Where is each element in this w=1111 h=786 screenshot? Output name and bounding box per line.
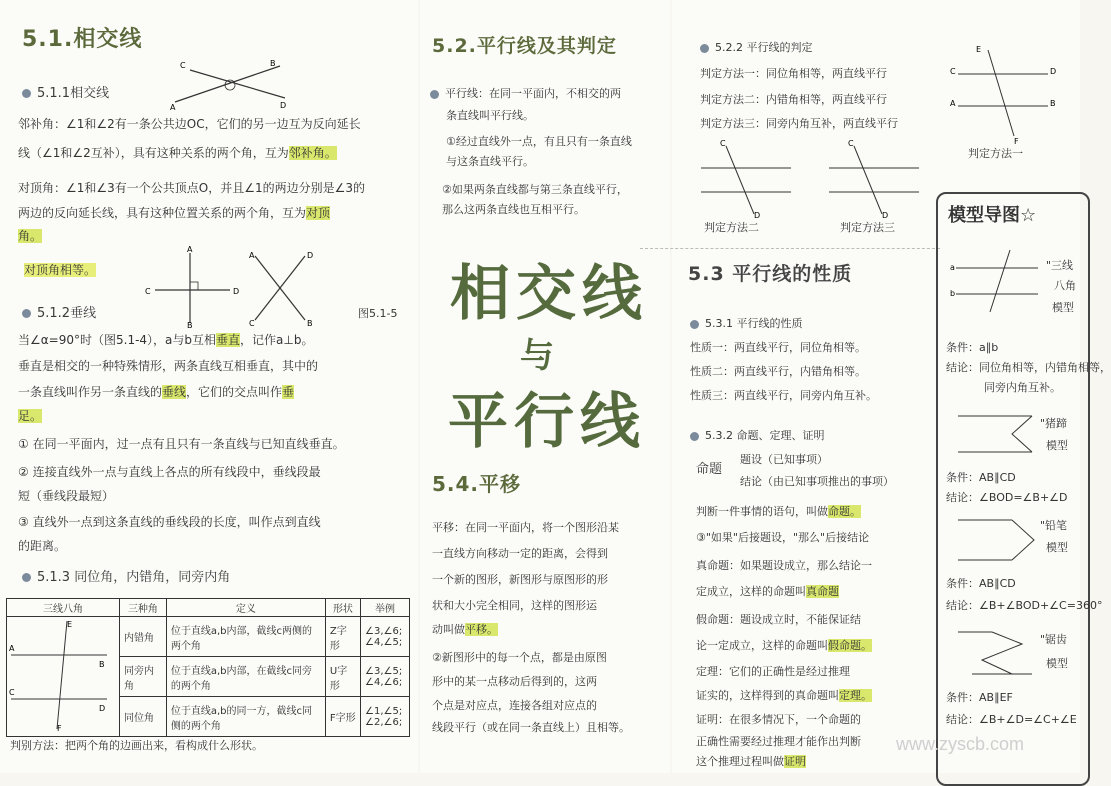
vertical-angles-equal: 对顶角相等。 — [24, 263, 97, 277]
property-1: ① 在同一平面内，过一点有且只有一条直线与已知直线垂直。 — [18, 437, 345, 451]
table-cell: ∠3,∠5; ∠4,∠6; — [361, 657, 410, 697]
cover-title-line-1: 相交线 — [450, 259, 648, 329]
svg-text:C: C — [9, 688, 15, 697]
parallel-corollary-1: ②如果两条直线都与第三条直线平行， — [442, 183, 628, 196]
parallel-axiom-1: ①经过直线外一点，有且只有一条直线 — [446, 135, 632, 148]
svg-text:C: C — [848, 139, 854, 148]
parallel-def-2: 条直线叫平行线。 — [446, 109, 534, 122]
svg-text:A: A — [187, 245, 193, 254]
bullet-icon — [22, 573, 31, 582]
model-4-name-2: 模型 — [1046, 657, 1068, 670]
svg-text:E: E — [67, 620, 73, 629]
translation-prop-4: 线段平行（或在同一条直线上）且相等。 — [432, 721, 630, 734]
watermark: www.zyscb.com — [896, 734, 1025, 754]
dashed-divider — [640, 248, 940, 249]
svg-text:A: A — [950, 99, 956, 108]
vertical-angle-line-3: 角。 — [18, 229, 43, 243]
perpendicular-def-3: 一条直线叫作另一条直线的垂线，它们的交点叫作垂 — [18, 385, 295, 399]
svg-text:B: B — [1050, 99, 1056, 108]
true-prop-2: 定成立，这样的命题叫真命题 — [696, 585, 839, 598]
svg-text:a: a — [950, 263, 955, 272]
table-cell: ∠3,∠6; ∠4,∠5; — [361, 617, 410, 657]
model-1-name-2: 八角 — [1054, 279, 1076, 292]
model-4-result: 结论：∠B+∠D=∠C+∠E — [946, 713, 1077, 726]
pencil-model-figure — [952, 512, 1038, 568]
model-1-condition: 条件：a∥b — [946, 341, 999, 354]
svg-text:D: D — [307, 251, 314, 260]
subsection-5-1-2: 5.1.2垂线 — [22, 306, 96, 322]
criterion-2-figure — [696, 140, 796, 218]
section-5-2-title: 5.2.平行线及其判定 — [432, 35, 617, 57]
parallel-property-1: 性质一：两直线平行，同位角相等。 — [690, 341, 866, 354]
property-2: ② 连接直线外一点与直线上各点的所有线段中，垂线段最 — [18, 465, 321, 479]
translation-def-5: 动叫做平移。 — [432, 623, 498, 636]
vertical-angle-line-2: 两边的反向延长线，具有这种位置关系的两个角，互为对顶 — [18, 206, 331, 220]
property-2b: 短（垂线段最短） — [18, 489, 115, 503]
property-3: ③ 直线外一点到这条直线的垂线段的长度，叫作点到直线 — [18, 515, 321, 529]
vertical-angle-line-1: 对顶角：∠1和∠3有一个公共顶点O，并且∠1的两边分别是∠3的 — [18, 181, 366, 195]
bullet-icon — [690, 432, 699, 441]
theorem-2: 证实的，这样得到的真命题叫定理。 — [696, 689, 872, 702]
model-4-name: "锯齿 — [1040, 633, 1068, 646]
table-cell: 位于直线a,b内部，截线c两侧的两个角 — [166, 617, 325, 657]
section-5-3-title: 5.3 平行线的性质 — [688, 263, 853, 285]
table-row — [7, 617, 410, 657]
if-then-note: ③"如果"后接题设，"那么"后接结论 — [696, 531, 870, 544]
three-lines-eight-angles-figure — [7, 617, 120, 737]
model-1-result: 结论：同位角相等，内错角相等， — [946, 361, 1111, 374]
bullet-icon — [700, 44, 709, 53]
adjacent-angle-line-1: 邻补角：∠1和∠2有一条公共边OC，它们的另一边互为反向延长 — [18, 117, 361, 131]
table-cell: 位于直线a,b的同一方，截线c同侧的两个角 — [166, 697, 325, 737]
parallel-def-1: 平行线：在同一平面内，不相交的两 — [430, 86, 621, 102]
criterion-1: 判定方法一：同位角相等，两直线平行 — [700, 67, 887, 80]
translation-prop-2: 形中的某一点移动后得到的，这两 — [432, 675, 597, 688]
svg-text:A: A — [249, 251, 255, 260]
proof-2: 正确性需要经过推理才能作出判断 — [696, 735, 861, 748]
criterion-1-caption: 判定方法一 — [968, 147, 1023, 160]
model-2-result: 结论：∠BOD=∠B+∠D — [946, 491, 1068, 504]
subsection-5-3-1: 5.3.1 平行线的性质 — [690, 316, 803, 332]
table-cell: 内错角 — [120, 617, 167, 657]
table-cell: ∠1,∠5; ∠2,∠6; — [361, 697, 410, 737]
criterion-3-caption: 判定方法三 — [840, 221, 895, 234]
translation-prop-1: ②新图形中的每一个点，都是由原图 — [432, 651, 607, 664]
model-3-condition: 条件：AB∥CD — [946, 577, 1016, 590]
svg-text:F: F — [57, 724, 62, 733]
table-cell: 同旁内角 — [120, 657, 167, 697]
criterion-3-figure — [824, 140, 924, 218]
true-prop-1: 真命题：如果题设成立，那么结论一 — [696, 559, 872, 572]
table-cell: 位于直线a,b内部，在截线c同旁的两个角 — [166, 657, 325, 697]
criterion-3: 判定方法三：同旁内角互补，两直线平行 — [700, 117, 898, 130]
proof-1: 证明：在很多情况下，一个命题的 — [696, 713, 861, 726]
bullet-icon — [22, 309, 31, 318]
table-cell: U字形 — [325, 657, 360, 697]
section-5-1-title: 5.1.相交线 — [22, 27, 143, 52]
proposition-hypothesis: 题设（已知事项） — [740, 453, 828, 466]
model-2-name: "猪蹄 — [1040, 417, 1068, 430]
svg-text:F: F — [1014, 137, 1019, 146]
table-header: 形状 — [325, 599, 360, 617]
figure-5-1-5-caption: 图5.1-5 — [358, 307, 398, 320]
svg-text:C: C — [145, 287, 151, 296]
model-1-name-3: 模型 — [1052, 301, 1074, 314]
svg-text:A: A — [170, 103, 176, 112]
svg-text:D: D — [280, 101, 287, 110]
translation-def-3: 一个新的图形，新图形与原图形的形 — [432, 573, 608, 586]
svg-text:b: b — [950, 289, 956, 298]
bullet-icon — [430, 90, 439, 99]
model-title: 模型导图☆ — [948, 205, 1037, 226]
criterion-1-figure — [948, 44, 1058, 144]
table-header: 定义 — [166, 599, 325, 617]
model-2-name-2: 模型 — [1046, 439, 1068, 452]
proof-3: 这个推理过程叫做证明 — [696, 755, 806, 768]
bullet-icon — [22, 89, 31, 98]
svg-text:B: B — [307, 319, 313, 328]
table-cell: 同位角 — [120, 697, 167, 737]
model-3-name-2: 模型 — [1046, 541, 1068, 554]
proposition-label: 命题 — [696, 462, 723, 477]
property-3b: 的距离。 — [18, 539, 67, 553]
perpendicular-figure — [145, 245, 365, 330]
perpendicular-def-1: 当∠α=90°时（图5.1-4），a与b互相垂直，记作a⊥b。 — [18, 333, 314, 347]
angles-table — [6, 598, 410, 737]
table-cell: Z字形 — [325, 617, 360, 657]
cover-title-line-2: 与 — [520, 336, 554, 376]
theorem-1: 定理：它们的正确性是经过推理 — [696, 665, 850, 678]
svg-text:C: C — [720, 139, 726, 148]
translation-def-4: 状和大小完全相同，这样的图形运 — [432, 599, 597, 612]
svg-text:B: B — [270, 59, 276, 68]
svg-text:B: B — [99, 660, 105, 669]
subsection-5-3-2: 5.3.2 命题、定理、证明 — [690, 428, 825, 444]
parallel-axiom-2: 与这条直线平行。 — [446, 155, 534, 168]
svg-text:C: C — [249, 319, 255, 328]
table-header: 三种角 — [120, 599, 167, 617]
svg-text:D: D — [99, 704, 106, 713]
intersecting-lines-figure — [170, 58, 290, 110]
proposition-def: 判断一件事情的语句，叫做命题。 — [696, 505, 861, 518]
pig-hoof-model-figure — [952, 410, 1038, 458]
three-lines-model-figure — [950, 246, 1042, 316]
parallel-property-3: 性质三：两直线平行，同旁内角互补。 — [690, 389, 877, 402]
sawtooth-model-figure — [952, 624, 1038, 680]
model-2-condition: 条件：AB∥CD — [946, 471, 1016, 484]
judging-method: 判别方法：把两个角的边画出来，看构成什么形状。 — [10, 739, 263, 752]
translation-def-1: 平移：在同一平面内，将一个图形沿某 — [432, 521, 619, 534]
bullet-icon — [690, 320, 699, 329]
translation-def-2: 一直线方向移动一定的距离，会得到 — [432, 547, 608, 560]
table-header: 三线八角 — [7, 599, 120, 617]
translation-prop-3: 个点是对应点，连接各组对应点的 — [432, 699, 597, 712]
false-prop-1: 假命题：题设成立时，不能保证结 — [696, 613, 861, 626]
model-3-result: 结论：∠B+∠BOD+∠C=360° — [946, 599, 1103, 612]
adjacent-angle-line-2: 线（∠1和∠2互补），具有这种关系的两个角，互为邻补角。 — [18, 146, 337, 160]
model-1-result-2: 同旁内角互补。 — [984, 381, 1061, 394]
table-cell: F字形 — [325, 697, 360, 737]
subsection-5-1-1: 5.1.1相交线 — [22, 86, 109, 102]
false-prop-2: 论一定成立，这样的命题叫假命题。 — [696, 639, 872, 652]
parallel-property-2: 性质二：两直线平行，内错角相等。 — [690, 365, 866, 378]
parallel-corollary-2: 那么这两条直线也互相平行。 — [442, 203, 585, 216]
section-5-4-title: 5.4.平移 — [432, 472, 522, 496]
criterion-2: 判定方法二：内错角相等，两直线平行 — [700, 93, 887, 106]
model-3-name: "铅笔 — [1040, 519, 1068, 532]
svg-text:D: D — [1050, 67, 1057, 76]
svg-text:A: A — [9, 644, 15, 653]
proposition-conclusion: 结论（由已知事项推出的事项） — [740, 475, 894, 488]
svg-text:D: D — [754, 211, 761, 220]
cover-title-line-3: 平行线 — [448, 387, 646, 457]
subsection-5-2-2: 5.2.2 平行线的判定 — [700, 40, 813, 56]
perpendicular-def-4: 足。 — [18, 409, 43, 423]
svg-text:B: B — [187, 321, 193, 330]
model-4-condition: 条件：AB∥EF — [946, 691, 1013, 704]
table-header: 举例 — [361, 599, 410, 617]
svg-text:C: C — [180, 61, 186, 70]
criterion-2-caption: 判定方法二 — [704, 221, 759, 234]
svg-text:D: D — [882, 211, 889, 220]
svg-text:C: C — [950, 67, 956, 76]
subsection-5-1-3: 5.1.3 同位角，内错角，同旁内角 — [22, 570, 230, 586]
svg-text:E: E — [976, 45, 982, 54]
perpendicular-def-2: 垂直是相交的一种特殊情形，两条直线互相垂直，其中的 — [18, 359, 319, 373]
svg-text:D: D — [233, 287, 240, 296]
model-1-name: "三线 — [1046, 259, 1074, 272]
